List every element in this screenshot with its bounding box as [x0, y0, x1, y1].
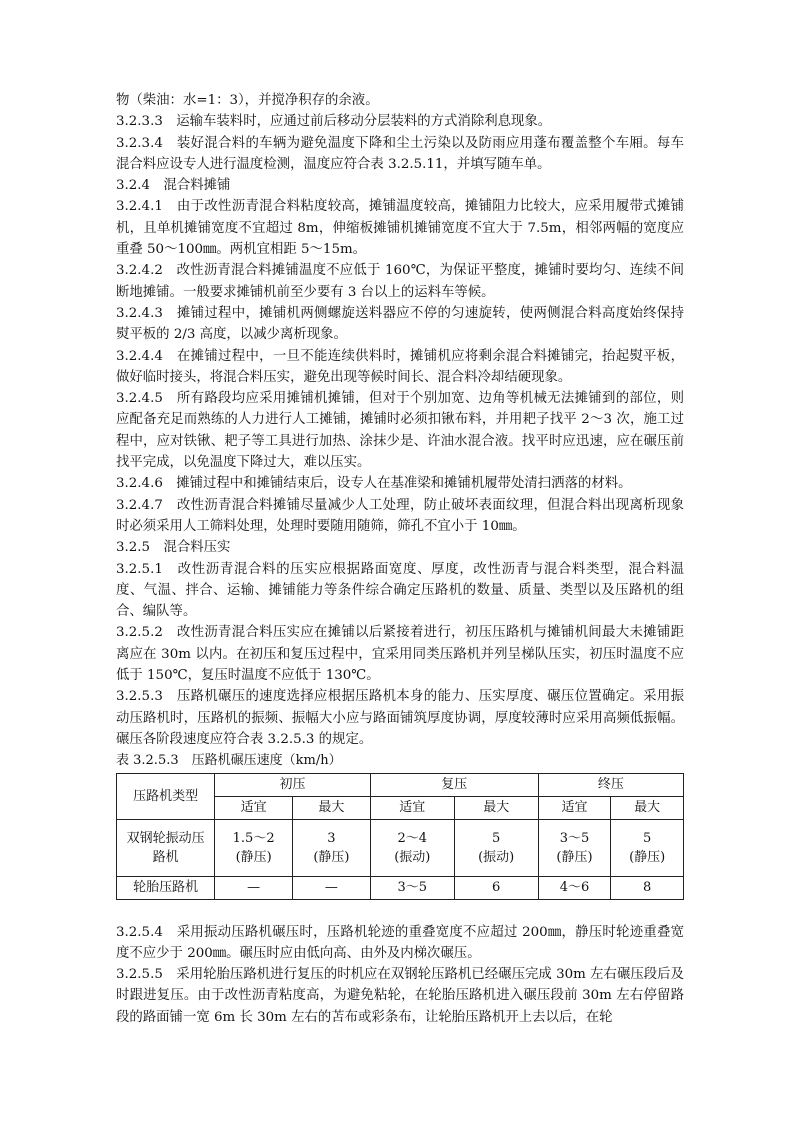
paragraph: 3.2.3.3 运输车装料时，应通过前后移动分层装料的方式消除利息现象。 [116, 114, 552, 130]
subheader-max: 最大 [611, 796, 684, 819]
speed-cell: 6 [454, 876, 538, 899]
header-initial-compaction: 初压 [215, 773, 371, 796]
speed-cell: 4～6 [538, 876, 611, 899]
paragraph: 3.2.4.5 所有路段均应采用摊铺机摊铺，但对于个别加宽、边角等机械无法摊铺到的部位，则应配备充足而熟练的人力进行人工摊铺，摊铺时必须扣锹布料，并用耙子找平 2～3 次，施工过程中，应对铁锹、耙子等工具进行加热、涂抹少是、许油水混合液。找平时应迅速，应在碾压前找平完成，以免温度下降过大，难以压实。 [116, 391, 684, 471]
speed-cell: — [293, 876, 371, 899]
document-page [116, 90, 684, 1028]
body-text-after [116, 922, 684, 1028]
subheader-suitable: 适宜 [538, 796, 611, 819]
table-header-row [117, 773, 684, 796]
speed-cell: 3～5 [370, 876, 454, 899]
speed-cell: 3～5 (静压) [538, 819, 611, 876]
paragraph: 3.2.5.5 采用轮胎压路机进行复压的时机应在双钢轮压路机已经碾压完成 30m 左右碾压段后及时跟进复压。由于改性沥青粘度高，为避免粘轮，在轮胎压路机进入碾压段前 30m 左右停留路段的路面铺一宽 6m 长 30m 左右的苫布或彩条布，让轮胎压路机开上去以后，在轮 [116, 967, 684, 1025]
paragraph: 3.2.3.4 装好混合料的车辆为避免温度下降和尘土污染以及防雨应用蓬布覆盖整个车厢。每车混合料应设专人进行温度检测，温度应符合表 3.2.5.11，并填写随车单。 [116, 135, 684, 172]
paragraph: 3.2.5.1 改性沥青混合料的压实应根据路面宽度、厚度，改性沥青与混合料类型，混合料温度、气温、拌合、运输、摊铺能力等条件综合确定压路机的数量、质量、类型以及压路机的组合、编队等。 [116, 561, 684, 620]
speed-cell: 5 (静压) [611, 819, 684, 876]
paragraph: 3.2.4.6 摊铺过程中和摊铺结束后，设专人在基准梁和摊铺机履带处清扫洒落的材料。 [116, 476, 632, 492]
roller-speed-table [116, 773, 684, 900]
speed-cell: 8 [611, 876, 684, 899]
paragraph: 3.2.4.4 在摊铺过程中，一旦不能连续供料时，摊铺机应将剩余混合料摊铺完，抬起熨平板，做好临时接头，将混合料压实，避免出现等候时间长、混合料冷却结硬现象。 [116, 348, 684, 385]
header-re-compaction: 复压 [370, 773, 538, 796]
paragraph: 3.2.4.1 由于改性沥青混合料粘度较高，摊铺温度较高，摊铺阻力比较大，应采用履带式摊铺机，且单机摊铺宽度不宜超过 8m，伸缩板摊铺机摊铺宽度不宜大于 7.5m，相邻两幅的宽度应重叠 50～100㎜。两机宜相距 5～15m。 [116, 199, 684, 258]
roller-type-cell: 轮胎压路机 [117, 876, 215, 899]
speed-cell: 5 (振动) [454, 819, 538, 876]
subheader-suitable: 适宜 [215, 796, 293, 819]
subheader-max: 最大 [293, 796, 371, 819]
paragraph: 3.2.4.3 摊铺过程中，摊铺机两侧螺旋送料器应不停的匀速旋转，使两侧混合料高度始终保持熨平板的 2/3 高度，以减少离析现象。 [116, 305, 684, 343]
section-heading: 3.2.5 混合料压实 [116, 540, 231, 556]
paragraph: 3.2.4.7 改性沥青混合料摊铺尽量减少人工处理，防止破坏表面纹理，但混合料出现离析现象时必须采用人工筛料处理，处理时要随用随筛，筛孔不宜小于 10㎜。 [116, 497, 684, 534]
header-roller-type: 压路机类型 [117, 773, 215, 819]
speed-cell: 1.5～2 (静压) [215, 819, 293, 876]
paragraph: 3.2.5.3 压路机碾压的速度选择应根据压路机本身的能力、压实厚度、碾压位置确定。采用振动压路机时，压路机的振频、振幅大小应与路面铺筑厚度协调，厚度较薄时应采用高频低振幅。碾压各阶段速度应符合表 3.2.5.3 的规定。 [116, 689, 684, 747]
table-row [117, 819, 684, 876]
subheader-suitable: 适宜 [370, 796, 454, 819]
paragraph: 3.2.5.4 采用振动压路机碾压时，压路机轮迹的重叠宽度不应超过 200㎜，静压时轮迹重叠宽度不应少于 200㎜。碾压时应由低向高、由外及内梯次碾压。 [116, 924, 684, 961]
roller-type-cell: 双钢轮振动压路机 [117, 819, 215, 876]
table-row [117, 876, 684, 899]
speed-cell: 2～4 (振动) [370, 819, 454, 876]
body-text-before [116, 90, 684, 750]
speed-cell: 3 (静压) [293, 819, 371, 876]
subheader-max: 最大 [454, 796, 538, 819]
header-final-compaction: 终压 [538, 773, 683, 796]
paragraph: 物（柴油：水=1：3），并搅净积存的余液。 [116, 93, 379, 108]
speed-cell: — [215, 876, 293, 899]
section-heading: 3.2.4 混合料摊铺 [116, 178, 231, 194]
paragraph: 3.2.5.2 改性沥青混合料压实应在摊铺以后紧接着进行，初压压路机与摊铺机间最大未摊铺距离应在 30m 以内。在初压和复压过程中，宜采用同类压路机并列呈梯队压实，初压时温度不应低于 150℃，复压时温度不应低于 130℃。 [116, 625, 684, 684]
table-caption: 表 3.2.5.3 压路机碾压速度（km/h） [116, 753, 342, 769]
paragraph: 3.2.4.2 改性沥青混合料摊铺温度不应低于 160℃，为保证平整度，摊铺时要均匀、连续不间断地摊铺。一般要求摊铺机前至少要有 3 台以上的运料车等候。 [116, 263, 684, 300]
